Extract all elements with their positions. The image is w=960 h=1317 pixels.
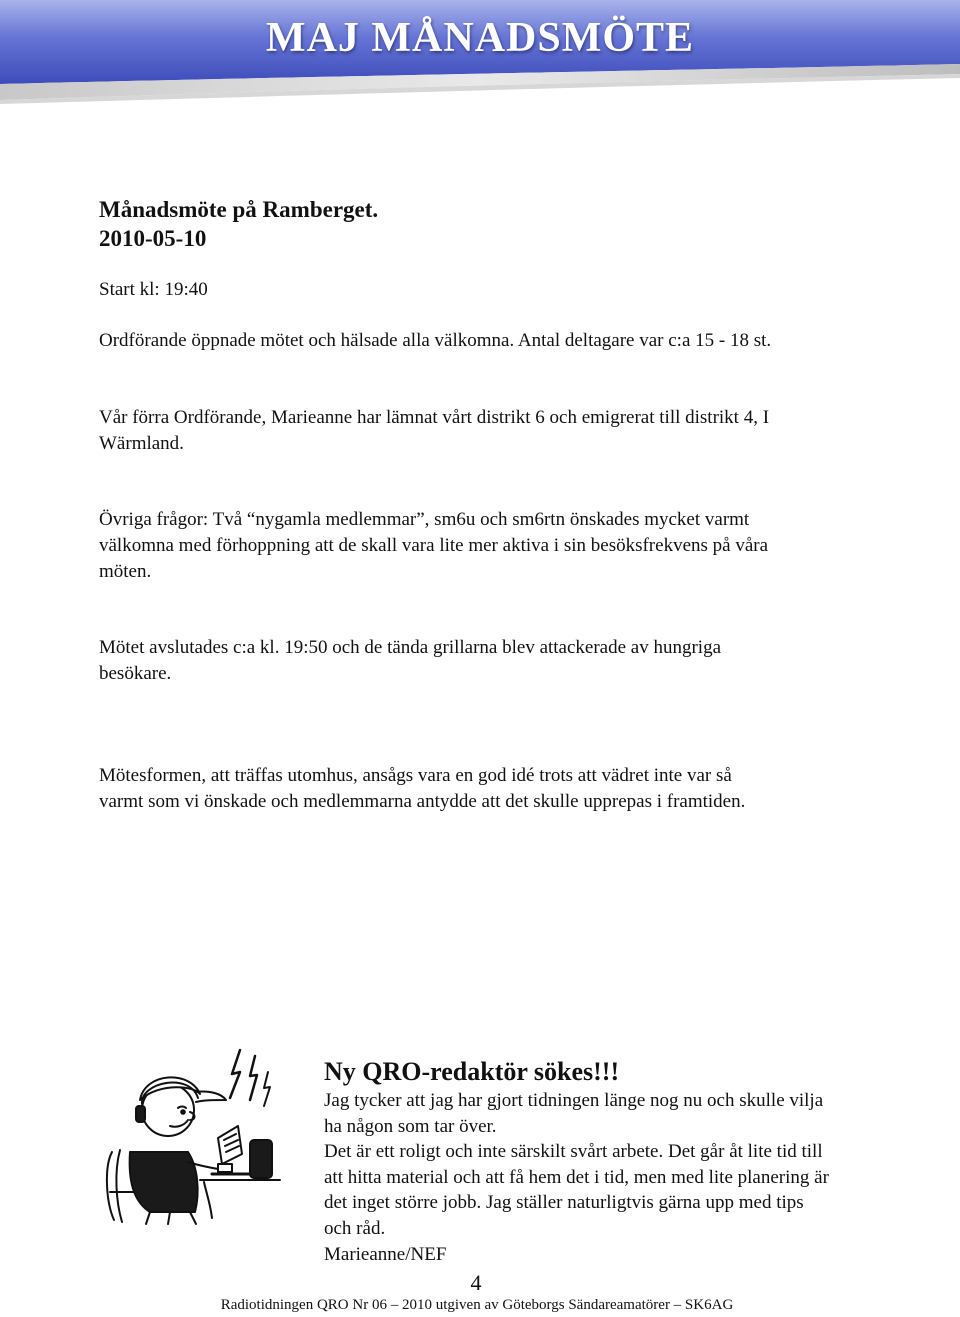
radio-operator-cartoon-icon [100, 1042, 285, 1227]
paragraph-former-chair: Vår förra Ordförande, Marieanne har lämnat vårt distrikt 6 och emigrerat till distrikt 4, I Wärmland. [99, 407, 770, 454]
page-number: 4 [470, 1270, 482, 1295]
article-date: 2010-05-10 [99, 226, 207, 251]
editor-wanted-notice [324, 1056, 914, 1267]
notice-line: att hitta material och att få hem det i tid, men med lite planering är [324, 1166, 829, 1188]
paragraph-other-questions: Övriga frågor: Två “nygamla medlemmar”, sm6u och sm6rtn önskades mycket varmt välkomna med förhoppning att de skall vara lite mer aktiva i sin besöksfrekvens på våra möten. [99, 509, 769, 582]
notice-line: det inget större jobb. Jag ställer naturligtvis gärna upp med tips [324, 1192, 804, 1214]
article-title: Månadsmöte på Ramberget. [99, 197, 379, 222]
header-banner [0, 0, 960, 104]
start-time: Start kl: 19:40 [99, 279, 208, 300]
page-title: MAJ MÅNADSMÖTE [265, 15, 695, 61]
notice-line: Jag tycker att jag har gjort tidningen länge nog nu och skulle vilja [324, 1090, 824, 1111]
notice-signature: Marieanne/NEF [324, 1243, 447, 1265]
notice-line: Det är ett roligt och inte särskilt svårt arbete. Det går åt lite tid till [324, 1141, 823, 1163]
paragraph-opening: Ordförande öppnade mötet och hälsade alla välkomna. Antal deltagare var c:a 15 - 18 st. [99, 330, 772, 351]
footer-text: Radiotidningen QRO Nr 06 – 2010 utgiven av Göteborgs Sändareamatörer – SK6AG [220, 1297, 734, 1313]
notice-line: ha någon som tar över. [324, 1115, 497, 1137]
paragraph-meeting-closed: Mötet avslutades c:a kl. 19:50 och de tända grillarna blev attackerade av hungriga besökare. [99, 637, 722, 684]
notice-title: Ny QRO-redaktör sökes!!! [324, 1057, 620, 1086]
notice-line: och råd. [324, 1217, 386, 1239]
paragraph-meeting-format: Mötesformen, att träffas utomhus, ansågs vara en god idé trots att vädret inte var så varmt som vi önskade och medlemmarna antydde att det skulle upprepas i framtiden. [99, 765, 746, 812]
